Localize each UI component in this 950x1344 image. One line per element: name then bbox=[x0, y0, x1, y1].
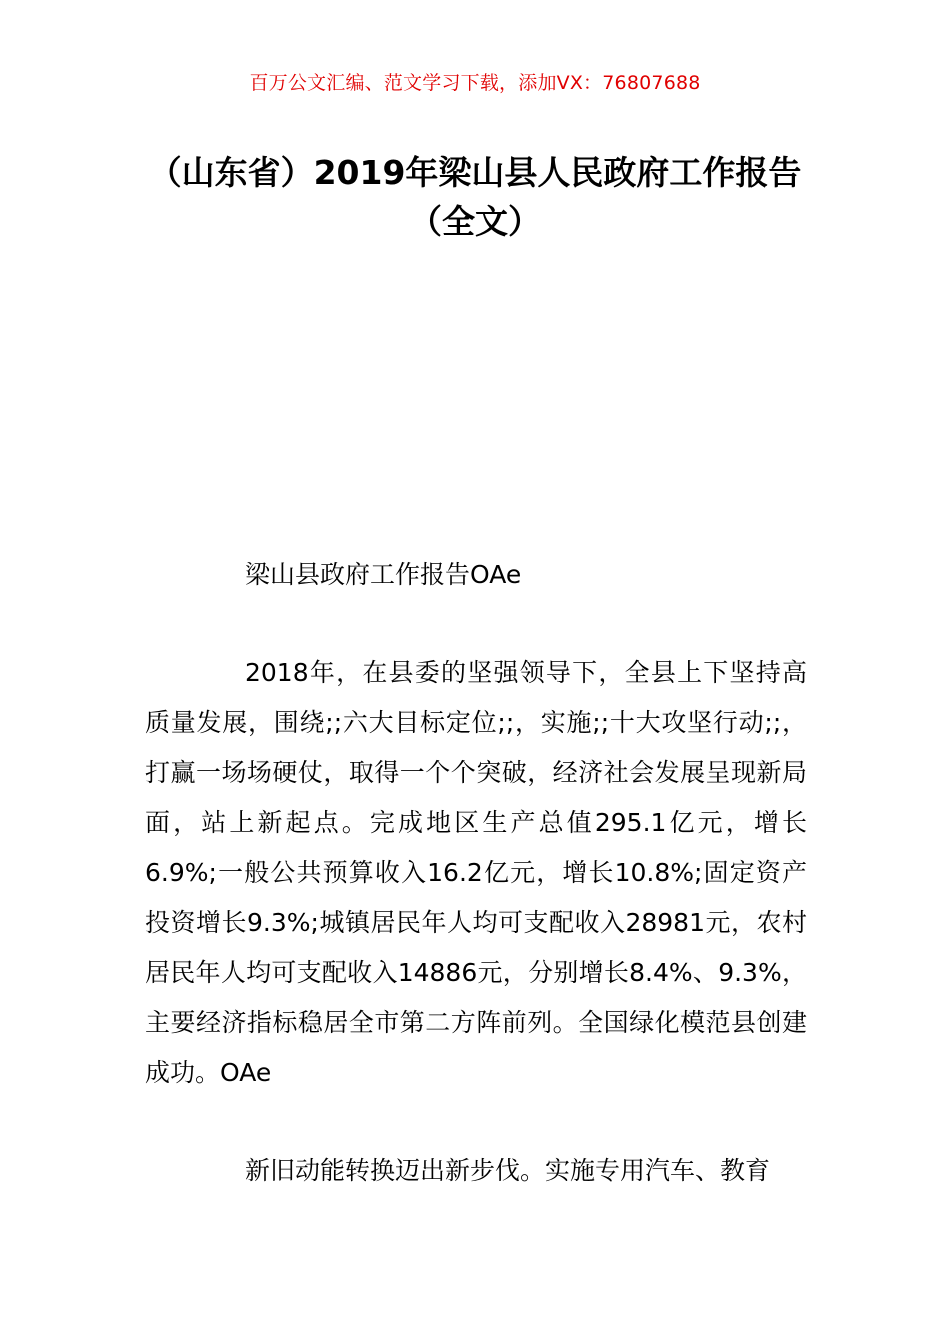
document-title: （山东省）2019年梁山县人民政府工作报告（全文） bbox=[148, 153, 802, 241]
header-promo-note: 百万公文汇编、范文学习下载，添加VX：76807688 bbox=[249, 72, 701, 94]
document-subtitle: 梁山县政府工作报告OAe bbox=[245, 560, 522, 589]
body-paragraph-1: 2018年，在县委的坚强领导下，全县上下坚持高质量发展，围绕;;六大目标定位;;，实施;;十大攻坚行动;;，打赢一场场硬仗，取得一个个突破，经济社会发展呈现新局面，站上新起点。完成地区生产总值295.1亿元，增长6.9%;一般公共预算收入16.2亿元，增长10.8%;固定资产投资增长9.3%;城镇居民年人均可支配收入28981元，农村居民年人均可支配收入14886元，分别增长8.4%、9.3%，主要经济指标稳居全市第二方阵前列。全国绿化模范县创建成功。OAe bbox=[145, 658, 807, 1087]
body-paragraph-2: 新旧动能转换迈出新步伐。实施专用汽车、教育 bbox=[245, 1156, 771, 1185]
